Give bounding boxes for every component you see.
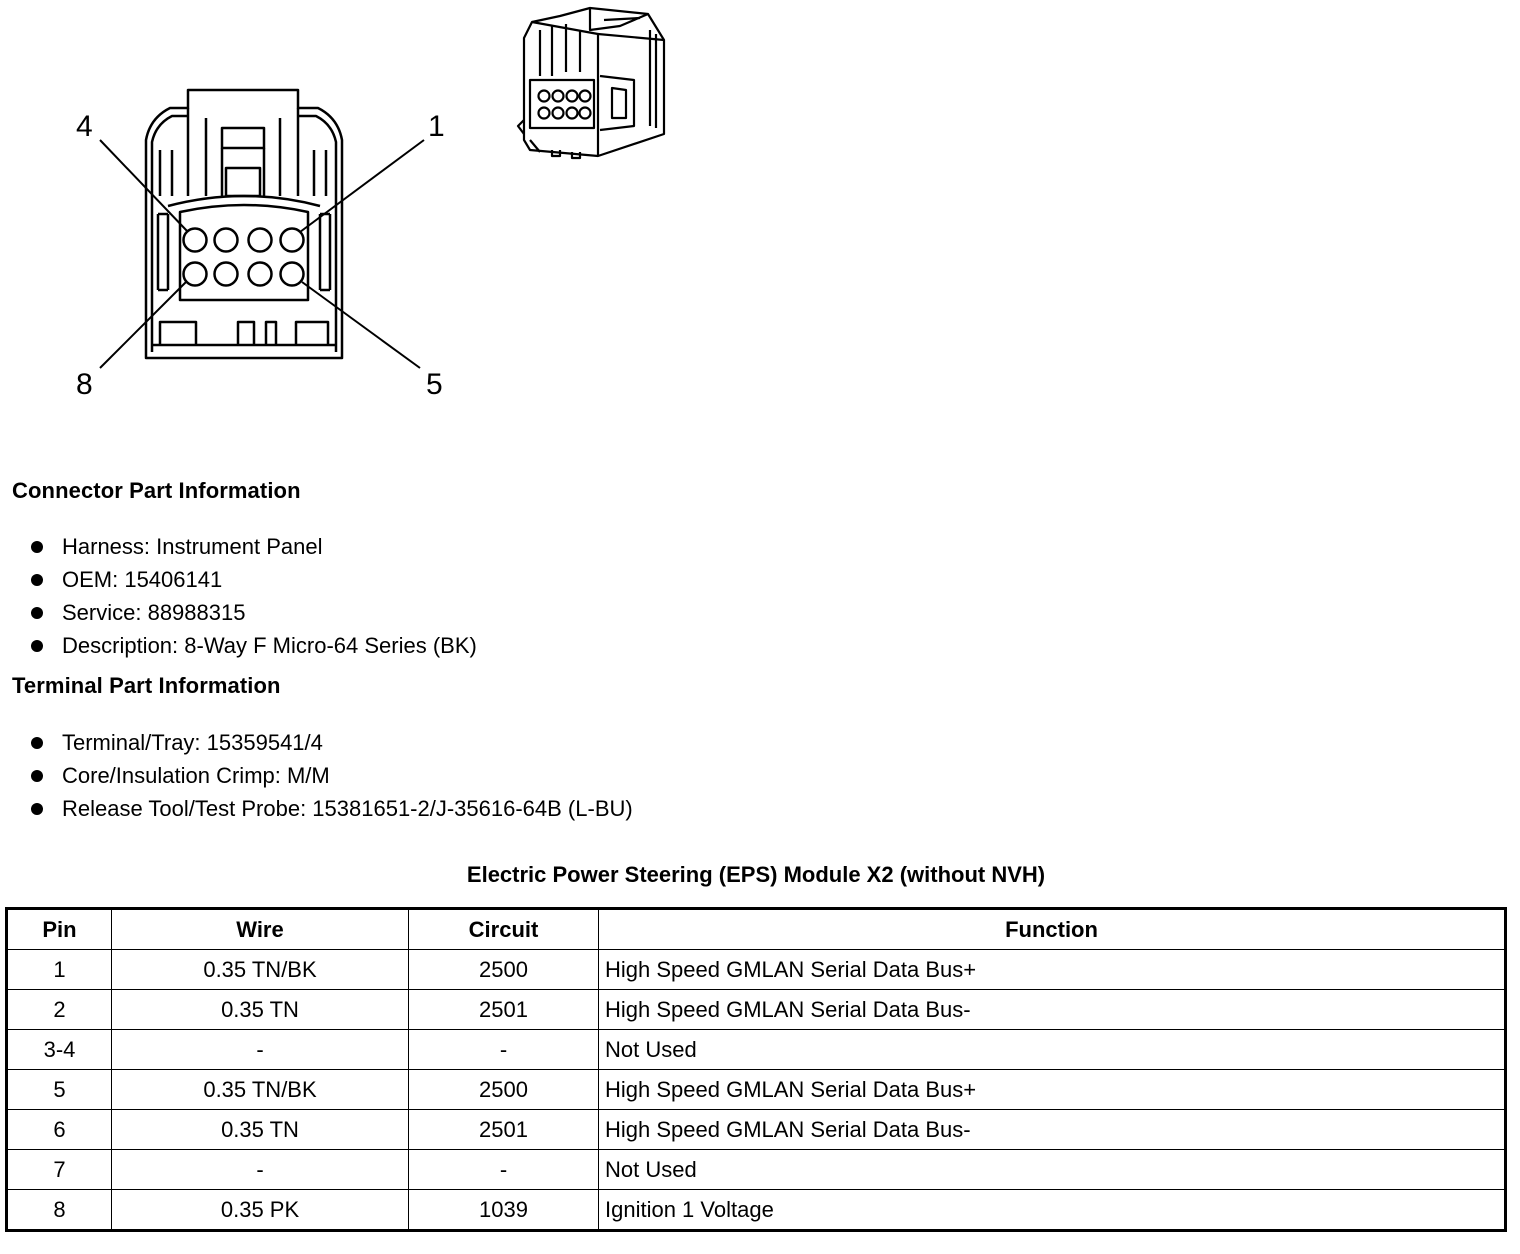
- pin-table: [5, 907, 1507, 1232]
- cell-wire: 0.35 TN: [112, 990, 409, 1030]
- cell-function: High Speed GMLAN Serial Data Bus-: [599, 990, 1506, 1030]
- cell-circuit: 2500: [409, 1070, 599, 1110]
- column-header-function: Function: [599, 909, 1506, 950]
- cell-function: High Speed GMLAN Serial Data Bus-: [599, 1110, 1506, 1150]
- bullet-icon: [31, 541, 43, 553]
- cell-function: High Speed GMLAN Serial Data Bus+: [599, 950, 1506, 990]
- terminal-part-info-list: [28, 726, 633, 825]
- cell-wire: 0.35 PK: [112, 1190, 409, 1231]
- connector-isometric-drawing: [518, 8, 664, 158]
- bullet-icon: [31, 737, 43, 749]
- connector-part-info-heading: Connector Part Information: [12, 478, 301, 503]
- bullet-icon: [31, 607, 43, 619]
- pin-table-title: Electric Power Steering (EPS) Module X2 (without NVH): [466, 862, 1046, 887]
- pin-label-4: 4: [76, 110, 93, 143]
- table-row: [7, 1150, 1506, 1190]
- cell-wire: 0.35 TN: [112, 1110, 409, 1150]
- table-row: [7, 950, 1506, 990]
- cell-function: High Speed GMLAN Serial Data Bus+: [599, 1070, 1506, 1110]
- cell-circuit: 2501: [409, 990, 599, 1030]
- list-item: OEM: 15406141: [28, 563, 477, 596]
- cell-pin: 8: [7, 1190, 112, 1231]
- list-item: Description: 8-Way F Micro-64 Series (BK): [28, 629, 477, 662]
- cell-wire: -: [112, 1150, 409, 1190]
- pin-label-1: 1: [428, 110, 445, 143]
- table-row: [7, 1070, 1506, 1110]
- cell-pin: 7: [7, 1150, 112, 1190]
- pin-label-5: 5: [426, 368, 443, 401]
- cell-wire: -: [112, 1030, 409, 1070]
- cell-wire: 0.35 TN/BK: [112, 1070, 409, 1110]
- connector-illustration: [0, 0, 720, 420]
- cell-pin: 1: [7, 950, 112, 990]
- cell-circuit: 2501: [409, 1110, 599, 1150]
- pin-label-8: 8: [76, 368, 93, 401]
- cell-pin: 5: [7, 1070, 112, 1110]
- cell-function: Not Used: [599, 1150, 1506, 1190]
- cell-circuit: 1039: [409, 1190, 599, 1231]
- cell-wire: 0.35 TN/BK: [112, 950, 409, 990]
- bullet-icon: [31, 640, 43, 652]
- list-item: Terminal/Tray: 15359541/4: [28, 726, 633, 759]
- table-row: [7, 1190, 1506, 1231]
- column-header-wire: Wire: [112, 909, 409, 950]
- cell-pin: 6: [7, 1110, 112, 1150]
- cell-circuit: 2500: [409, 950, 599, 990]
- cell-circuit: -: [409, 1030, 599, 1070]
- bullet-icon: [31, 574, 43, 586]
- list-item: Release Tool/Test Probe: 15381651-2/J-35616-64B (L-BU): [28, 792, 633, 825]
- terminal-part-info-heading: Terminal Part Information: [12, 673, 281, 698]
- table-row: [7, 990, 1506, 1030]
- bullet-icon: [31, 770, 43, 782]
- cell-pin: 3-4: [7, 1030, 112, 1070]
- list-item: Core/Insulation Crimp: M/M: [28, 759, 633, 792]
- table-header-row: [7, 909, 1506, 950]
- cell-circuit: -: [409, 1150, 599, 1190]
- cell-pin: 2: [7, 990, 112, 1030]
- cell-function: Ignition 1 Voltage: [599, 1190, 1506, 1231]
- connector-part-info-list: [28, 530, 477, 662]
- bullet-icon: [31, 803, 43, 815]
- column-header-circuit: Circuit: [409, 909, 599, 950]
- cell-function: Not Used: [599, 1030, 1506, 1070]
- table-row: [7, 1030, 1506, 1070]
- list-item: Harness: Instrument Panel: [28, 530, 477, 563]
- list-item: Service: 88988315: [28, 596, 477, 629]
- table-row: [7, 1110, 1506, 1150]
- connector-face-drawing: [0, 0, 720, 420]
- column-header-pin: Pin: [7, 909, 112, 950]
